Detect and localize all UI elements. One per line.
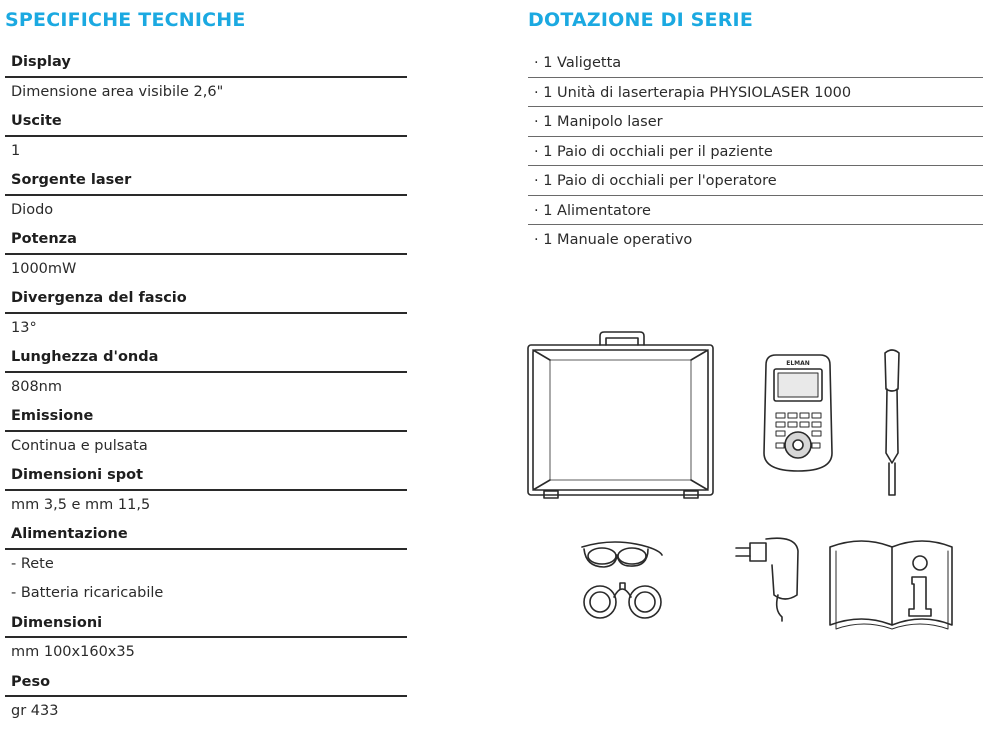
spec-label: Sorgente laser — [5, 166, 407, 196]
spec-label: Divergenza del fascio — [5, 284, 407, 314]
kit-list-item: · 1 Manuale operativo — [534, 232, 693, 248]
spec-value: Continua e pulsata — [11, 437, 148, 454]
spec-label: Emissione — [5, 402, 407, 432]
spec-label: Dimensioni — [5, 609, 407, 639]
spec-label: Dimensioni spot — [5, 461, 407, 491]
device-brand-label: ELMAN — [786, 360, 810, 367]
spec-value: Diodo — [11, 201, 54, 218]
spec-label: Uscite — [5, 107, 407, 137]
kit-list — [528, 48, 983, 255]
spec-label: Lunghezza d'onda — [5, 343, 407, 373]
spec-value: 1000mW — [11, 260, 77, 277]
specs-table — [5, 48, 407, 727]
kit-list-item: · 1 Paio di occhiali per l'operatore — [528, 166, 983, 196]
power-adapter-icon — [736, 538, 798, 621]
operator-goggles-icon — [584, 583, 661, 618]
spec-value: mm 3,5 e mm 11,5 — [11, 496, 151, 513]
spec-label: Potenza — [5, 225, 407, 255]
kit-list-item: · 1 Unità di laserterapia PHYSIOLASER 1000 — [528, 78, 983, 108]
spec-value: Dimensione area visibile 2,6" — [11, 83, 224, 100]
spec-label: Display — [5, 48, 407, 78]
kit-list-item: · 1 Manipolo laser — [528, 107, 983, 137]
patient-glasses-icon — [582, 542, 662, 567]
kit-heading: DOTAZIONE DI SERIE — [528, 9, 754, 31]
spec-label: Peso — [5, 668, 407, 698]
spec-label: Alimentazione — [5, 520, 407, 550]
device-icon — [764, 355, 832, 471]
spec-value: gr 433 — [11, 703, 59, 719]
manual-icon — [830, 541, 952, 629]
kit-list-item: · 1 Paio di occhiali per il paziente — [528, 137, 983, 167]
spec-value: mm 100x160x35 — [11, 644, 135, 660]
spec-value: - Rete — [11, 555, 54, 572]
spec-value: 1 — [11, 142, 21, 159]
specs-heading: SPECIFICHE TECNICHE — [5, 9, 246, 31]
spec-value: - Batteria ricaricabile — [11, 585, 164, 601]
kit-illustrations — [520, 325, 970, 635]
spec-value: 13° — [11, 319, 37, 336]
kit-list-item: · 1 Alimentatore — [528, 196, 983, 226]
kit-list-item: · 1 Valigetta — [528, 48, 983, 78]
laser-probe-icon — [885, 350, 899, 495]
spec-value: 808nm — [11, 378, 62, 395]
case-icon — [528, 332, 713, 498]
